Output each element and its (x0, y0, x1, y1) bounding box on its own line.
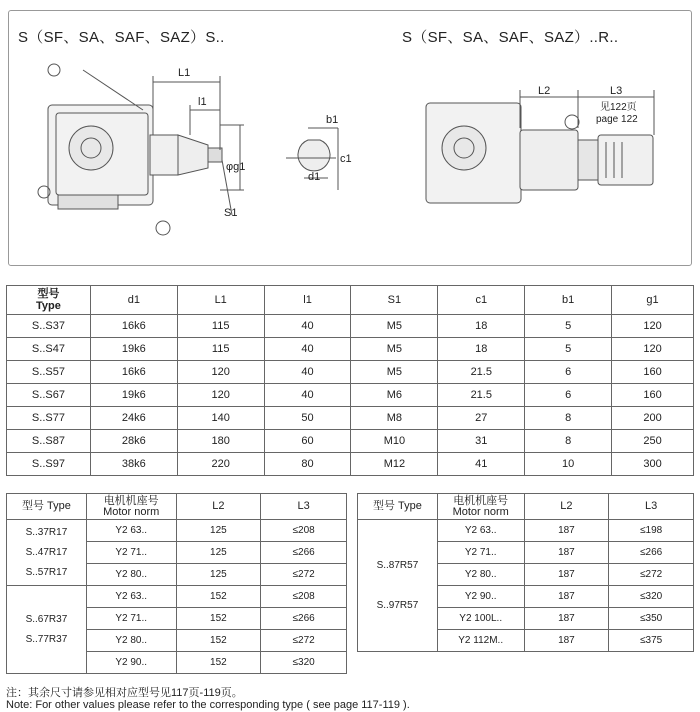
cell-L3: ≤208 (261, 586, 347, 608)
cell-L1: 140 (177, 407, 264, 430)
cell-L3: ≤320 (261, 652, 347, 674)
cell-type: S..S47 (7, 338, 91, 361)
cell-L3: ≤350 (609, 608, 694, 630)
cell-L2: 187 (524, 608, 609, 630)
header-b1: b1 (525, 286, 612, 315)
cell-type: S..S67 (7, 384, 91, 407)
cell-motor: Y2 90.. (86, 652, 176, 674)
cell-l1: 40 (264, 338, 351, 361)
type-label: S..67R37 (25, 613, 68, 625)
cell-d1: 16k6 (90, 315, 177, 338)
cell-b1: 8 (525, 430, 612, 453)
cell-motor: Y2 100L.. (437, 608, 524, 630)
type-label: S..37R17 (25, 526, 68, 538)
cell-S1: M5 (351, 338, 438, 361)
cell-g1: 160 (612, 361, 694, 384)
motor-table-right (357, 493, 694, 652)
cell-l1: 40 (264, 361, 351, 384)
type-label: S..47R17 (25, 546, 68, 558)
t2-header-type: 型号 Type (7, 494, 87, 520)
cell-type: S..S77 (7, 407, 91, 430)
cell-b1: 5 (525, 338, 612, 361)
cell-L1: 220 (177, 453, 264, 476)
cell-L3: ≤266 (261, 542, 347, 564)
label-S1: S1 (224, 207, 238, 219)
cell-L2: 152 (176, 586, 261, 608)
cell-b1: 6 (525, 384, 612, 407)
cell-c1: 31 (438, 430, 525, 453)
table-row (7, 520, 347, 542)
type-label: S..87R57 (376, 559, 419, 571)
t2-header-L2: L2 (176, 494, 261, 520)
cell-motor: Y2 71.. (437, 542, 524, 564)
cell-L3: ≤272 (261, 564, 347, 586)
t3-header-motor: 电机机座号 Motor norm (437, 494, 524, 520)
cell-L1: 115 (177, 315, 264, 338)
table-row (7, 384, 694, 407)
header-S1: S1 (351, 286, 438, 315)
cell-g1: 120 (612, 315, 694, 338)
cell-L3: ≤320 (609, 586, 694, 608)
cell-L3: ≤198 (609, 520, 694, 542)
cell-L2: 125 (176, 542, 261, 564)
cell-L2: 187 (524, 564, 609, 586)
label-l1: l1 (198, 96, 207, 108)
cell-c1: 27 (438, 407, 525, 430)
cell-type: S..S97 (7, 453, 91, 476)
cell-b1: 5 (525, 315, 612, 338)
table-row (7, 338, 694, 361)
cell-type-group (7, 520, 87, 586)
cell-L2: 125 (176, 520, 261, 542)
cell-b1: 10 (525, 453, 612, 476)
t3-header-L2: L2 (524, 494, 609, 520)
cell-S1: M6 (351, 384, 438, 407)
cell-c1: 21.5 (438, 361, 525, 384)
t3-header-L3: L3 (609, 494, 694, 520)
label-L2: L2 (538, 85, 551, 97)
cell-S1: M5 (351, 361, 438, 384)
cell-motor: Y2 112M.. (437, 630, 524, 652)
label-L3: L3 (610, 85, 623, 97)
cell-S1: M8 (351, 407, 438, 430)
cell-g1: 200 (612, 407, 694, 430)
cell-S1: M12 (351, 453, 438, 476)
cell-L1: 115 (177, 338, 264, 361)
label-g1: φg1 (226, 161, 246, 173)
cell-L1: 120 (177, 384, 264, 407)
cell-motor: Y2 63.. (437, 520, 524, 542)
cell-S1: M5 (351, 315, 438, 338)
cell-motor: Y2 80.. (86, 630, 176, 652)
left-drawing-title: S（SF、SA、SAF、SAZ）S.. (18, 29, 225, 46)
table3-header-row (358, 494, 694, 520)
table-row (7, 407, 694, 430)
note-cn: 注：其余尺寸请参见相对应型号见117页-119页。 (6, 687, 243, 699)
cell-L3: ≤375 (609, 630, 694, 652)
type-label: S..77R37 (25, 633, 68, 645)
cell-motor: Y2 71.. (86, 542, 176, 564)
cell-L2: 187 (524, 542, 609, 564)
cell-type-group (7, 586, 87, 674)
cell-S1: M10 (351, 430, 438, 453)
cell-d1: 16k6 (90, 361, 177, 384)
cell-l1: 80 (264, 453, 351, 476)
header-d1: d1 (90, 286, 177, 315)
motor-table-left (6, 493, 347, 674)
type-label: S..57R17 (25, 566, 68, 578)
table-row (7, 315, 694, 338)
cell-type: S..S87 (7, 430, 91, 453)
cell-type-group (358, 520, 438, 652)
table-row (7, 586, 347, 608)
t3-header-type: 型号 Type (358, 494, 438, 520)
cell-g1: 120 (612, 338, 694, 361)
cell-L1: 120 (177, 361, 264, 384)
label-L1: L1 (178, 67, 191, 79)
cell-c1: 18 (438, 315, 525, 338)
label-ref-cn: 见122页 (600, 102, 637, 113)
cell-d1: 19k6 (90, 338, 177, 361)
table-row (7, 453, 694, 476)
cell-b1: 8 (525, 407, 612, 430)
label-c1: c1 (340, 153, 352, 165)
cell-L3: ≤266 (261, 608, 347, 630)
cell-L2: 152 (176, 630, 261, 652)
cell-d1: 19k6 (90, 384, 177, 407)
cell-L1: 180 (177, 430, 264, 453)
cell-l1: 40 (264, 315, 351, 338)
cell-c1: 41 (438, 453, 525, 476)
header-L1: L1 (177, 286, 264, 315)
table2-header-row (7, 494, 347, 520)
cell-L2: 187 (524, 630, 609, 652)
cell-d1: 24k6 (90, 407, 177, 430)
cell-g1: 250 (612, 430, 694, 453)
cell-motor: Y2 80.. (437, 564, 524, 586)
right-drawing-title: S（SF、SA、SAF、SAZ）..R.. (402, 29, 619, 46)
technical-drawing (8, 10, 692, 266)
cell-type: S..S37 (7, 315, 91, 338)
cell-l1: 40 (264, 384, 351, 407)
header-type: 型号 Type (7, 286, 91, 315)
cell-L3: ≤272 (261, 630, 347, 652)
cell-motor: Y2 63.. (86, 586, 176, 608)
header-c1: c1 (438, 286, 525, 315)
cell-l1: 60 (264, 430, 351, 453)
cell-L3: ≤208 (261, 520, 347, 542)
cell-motor: Y2 71.. (86, 608, 176, 630)
label-d1: d1 (308, 171, 321, 183)
cell-g1: 300 (612, 453, 694, 476)
cell-b1: 6 (525, 361, 612, 384)
cell-motor: Y2 63.. (86, 520, 176, 542)
cell-d1: 28k6 (90, 430, 177, 453)
type-label: S..97R57 (376, 599, 419, 611)
note-en: Note: For other values please refer to the corresponding type ( see page 117-119 ). (6, 699, 410, 711)
cell-c1: 18 (438, 338, 525, 361)
label-ref-en: page 122 (596, 114, 638, 125)
header-g1: g1 (612, 286, 694, 315)
cell-L3: ≤272 (609, 564, 694, 586)
dimension-table-s (6, 285, 694, 476)
cell-L2: 187 (524, 520, 609, 542)
cell-motor: Y2 80.. (86, 564, 176, 586)
cell-L2: 152 (176, 608, 261, 630)
cell-L3: ≤266 (609, 542, 694, 564)
cell-d1: 38k6 (90, 453, 177, 476)
cell-L2: 152 (176, 652, 261, 674)
label-b1: b1 (326, 114, 339, 126)
header-l1: l1 (264, 286, 351, 315)
cell-c1: 21.5 (438, 384, 525, 407)
table-row (7, 430, 694, 453)
cell-l1: 50 (264, 407, 351, 430)
table-row (358, 520, 694, 542)
cell-motor: Y2 90.. (437, 586, 524, 608)
cell-type: S..S57 (7, 361, 91, 384)
t2-header-L3: L3 (261, 494, 347, 520)
cell-g1: 160 (612, 384, 694, 407)
cell-L2: 125 (176, 564, 261, 586)
table1-header-row (7, 286, 694, 315)
cell-L2: 187 (524, 586, 609, 608)
t2-header-motor: 电机机座号 Motor norm (86, 494, 176, 520)
table-row (7, 361, 694, 384)
